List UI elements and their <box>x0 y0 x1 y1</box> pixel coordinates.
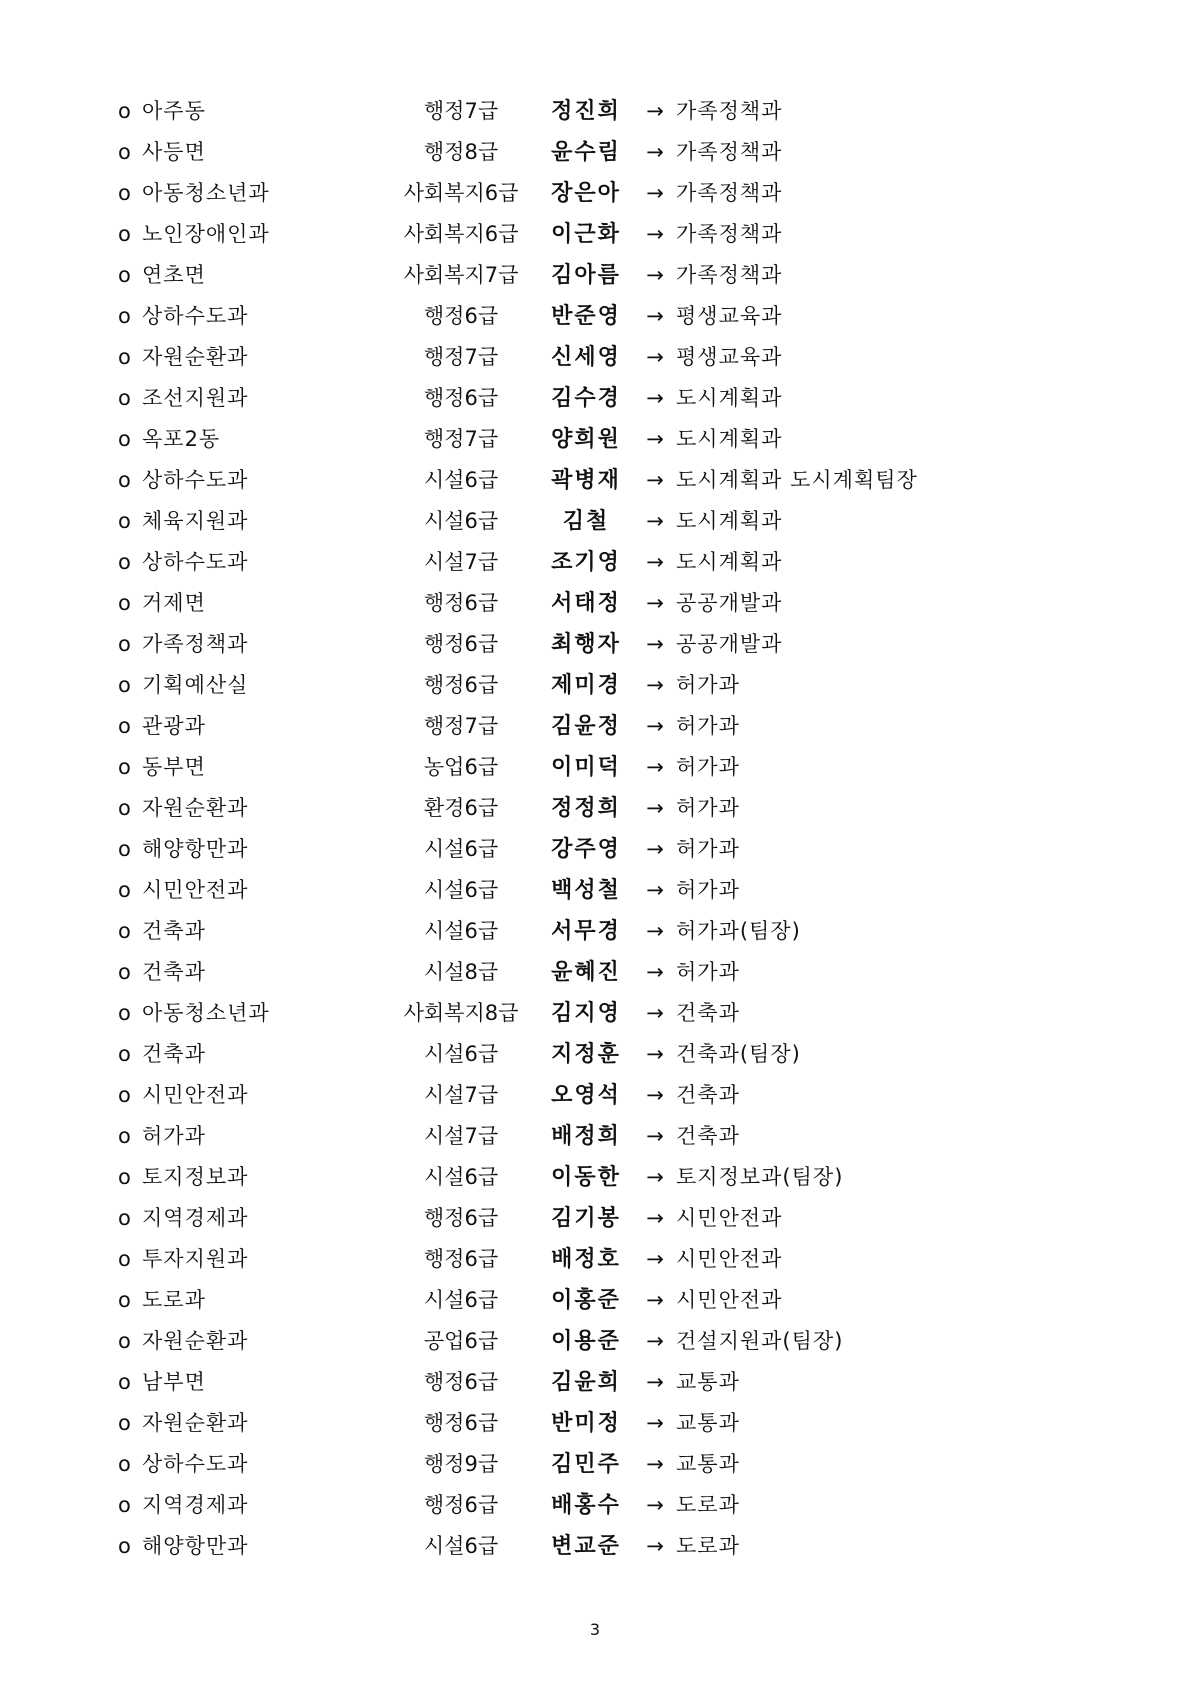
to-department: 건축과(팀장) <box>676 1042 801 1066</box>
bullet-marker: o <box>118 427 131 451</box>
from-department: 노인장애인과 <box>142 222 270 246</box>
to-department: 가족정책과 <box>676 222 783 246</box>
person-name: 지정훈 <box>551 1041 621 1067</box>
bullet-marker: o <box>118 960 131 984</box>
person-name: 신세영 <box>551 344 621 370</box>
person-name: 이미덕 <box>551 754 621 780</box>
to-department: 허가과 <box>676 673 740 697</box>
arrow-icon: → <box>646 1165 664 1189</box>
list-item <box>118 706 1078 747</box>
arrow-icon: → <box>646 919 664 943</box>
job-grade: 행정6급 <box>423 304 499 328</box>
arrow-icon: → <box>646 509 664 533</box>
to-department: 도로과 <box>676 1493 740 1517</box>
arrow-icon: → <box>646 714 664 738</box>
list-item <box>118 173 1078 214</box>
job-grade: 시설6급 <box>423 1165 499 1189</box>
bullet-marker: o <box>118 1534 131 1558</box>
job-grade: 공업6급 <box>423 1329 499 1353</box>
from-department: 자원순환과 <box>142 1329 249 1353</box>
job-grade: 시설6급 <box>423 878 499 902</box>
list-item <box>118 829 1078 870</box>
bullet-marker: o <box>118 714 131 738</box>
list-item <box>118 1198 1078 1239</box>
from-department: 연초면 <box>142 263 206 287</box>
bullet-marker: o <box>118 1001 131 1025</box>
arrow-icon: → <box>646 1001 664 1025</box>
bullet-marker: o <box>118 878 131 902</box>
person-name: 배정호 <box>551 1246 621 1272</box>
bullet-marker: o <box>118 345 131 369</box>
person-name: 반준영 <box>551 303 621 329</box>
arrow-icon: → <box>646 99 664 123</box>
person-name: 정정희 <box>551 795 621 821</box>
list-item <box>118 460 1078 501</box>
list-item <box>118 501 1078 542</box>
job-grade: 시설8급 <box>423 960 499 984</box>
person-name: 변교준 <box>551 1533 621 1559</box>
list-item <box>118 132 1078 173</box>
from-department: 해양항만과 <box>142 837 249 861</box>
job-grade: 시설6급 <box>423 1042 499 1066</box>
from-department: 도로과 <box>142 1288 206 1312</box>
person-name: 제미경 <box>551 672 621 698</box>
arrow-icon: → <box>646 591 664 615</box>
job-grade: 사회복지6급 <box>403 222 519 246</box>
list-item <box>118 624 1078 665</box>
arrow-icon: → <box>646 796 664 820</box>
arrow-icon: → <box>646 345 664 369</box>
bullet-marker: o <box>118 591 131 615</box>
bullet-marker: o <box>118 509 131 533</box>
job-grade: 시설6급 <box>423 1534 499 1558</box>
from-department: 지역경제과 <box>142 1206 249 1230</box>
job-grade: 시설6급 <box>423 837 499 861</box>
job-grade: 시설7급 <box>423 1083 499 1107</box>
to-department: 교통과 <box>676 1452 740 1476</box>
arrow-icon: → <box>646 468 664 492</box>
list-item <box>118 1362 1078 1403</box>
bullet-marker: o <box>118 1452 131 1476</box>
job-grade: 행정7급 <box>423 99 499 123</box>
to-department: 허가과 <box>676 837 740 861</box>
from-department: 가족정책과 <box>142 632 249 656</box>
arrow-icon: → <box>646 263 664 287</box>
bullet-marker: o <box>118 1083 131 1107</box>
job-grade: 행정6급 <box>423 673 499 697</box>
job-grade: 행정6급 <box>423 1411 499 1435</box>
list-item <box>118 542 1078 583</box>
to-department: 건축과 <box>676 1083 740 1107</box>
list-item <box>118 1239 1078 1280</box>
list-item <box>118 1075 1078 1116</box>
from-department: 건축과 <box>142 960 206 984</box>
from-department: 시민안전과 <box>142 1083 249 1107</box>
from-department: 옥포2동 <box>142 427 221 451</box>
arrow-icon: → <box>646 181 664 205</box>
from-department: 조선지원과 <box>142 386 249 410</box>
person-name: 이홍준 <box>551 1287 621 1313</box>
to-department: 허가과(팀장) <box>676 919 801 943</box>
to-department: 가족정책과 <box>676 263 783 287</box>
from-department: 체육지원과 <box>142 509 249 533</box>
from-department: 상하수도과 <box>142 550 249 574</box>
bullet-marker: o <box>118 99 131 123</box>
bullet-marker: o <box>118 673 131 697</box>
job-grade: 행정9급 <box>423 1452 499 1476</box>
list-item <box>118 296 1078 337</box>
person-name: 김윤희 <box>551 1369 621 1395</box>
person-name: 조기영 <box>551 549 621 575</box>
job-grade: 행정8급 <box>423 140 499 164</box>
to-department: 공공개발과 <box>676 632 783 656</box>
person-name: 양희원 <box>551 426 621 452</box>
to-department: 허가과 <box>676 960 740 984</box>
arrow-icon: → <box>646 632 664 656</box>
arrow-icon: → <box>646 1493 664 1517</box>
job-grade: 행정6급 <box>423 1247 499 1271</box>
list-item <box>118 214 1078 255</box>
list-item <box>118 788 1078 829</box>
bullet-marker: o <box>118 1288 131 1312</box>
person-name: 최행자 <box>551 631 621 657</box>
bullet-marker: o <box>118 263 131 287</box>
arrow-icon: → <box>646 1206 664 1230</box>
from-department: 동부면 <box>142 755 206 779</box>
from-department: 자원순환과 <box>142 1411 249 1435</box>
from-department: 토지정보과 <box>142 1165 249 1189</box>
to-department: 허가과 <box>676 755 740 779</box>
job-grade: 농업6급 <box>423 755 499 779</box>
list-item <box>118 1034 1078 1075</box>
person-name: 반미정 <box>551 1410 621 1436</box>
to-department: 평생교육과 <box>676 345 783 369</box>
to-department: 공공개발과 <box>676 591 783 615</box>
person-name: 백성철 <box>551 877 621 903</box>
job-grade: 사회복지6급 <box>403 181 519 205</box>
arrow-icon: → <box>646 673 664 697</box>
bullet-marker: o <box>118 1411 131 1435</box>
arrow-icon: → <box>646 1124 664 1148</box>
arrow-icon: → <box>646 1288 664 1312</box>
list-item <box>118 747 1078 788</box>
job-grade: 시설6급 <box>423 919 499 943</box>
arrow-icon: → <box>646 386 664 410</box>
job-grade: 행정6급 <box>423 1370 499 1394</box>
arrow-icon: → <box>646 1370 664 1394</box>
arrow-icon: → <box>646 1083 664 1107</box>
list-item <box>118 1116 1078 1157</box>
bullet-marker: o <box>118 919 131 943</box>
arrow-icon: → <box>646 755 664 779</box>
list-item <box>118 952 1078 993</box>
arrow-icon: → <box>646 1452 664 1476</box>
list-item <box>118 870 1078 911</box>
list-item <box>118 583 1078 624</box>
to-department: 가족정책과 <box>676 181 783 205</box>
job-grade: 시설7급 <box>423 550 499 574</box>
list-item <box>118 378 1078 419</box>
list-item <box>118 1157 1078 1198</box>
job-grade: 행정7급 <box>423 345 499 369</box>
from-department: 아동청소년과 <box>142 181 270 205</box>
person-name: 서무경 <box>551 918 621 944</box>
bullet-marker: o <box>118 222 131 246</box>
arrow-icon: → <box>646 1411 664 1435</box>
job-grade: 사회복지7급 <box>403 263 519 287</box>
bullet-marker: o <box>118 1165 131 1189</box>
bullet-marker: o <box>118 1493 131 1517</box>
list-item <box>118 1403 1078 1444</box>
from-department: 상하수도과 <box>142 468 249 492</box>
person-name: 김기봉 <box>551 1205 621 1231</box>
from-department: 건축과 <box>142 919 206 943</box>
bullet-marker: o <box>118 1329 131 1353</box>
job-grade: 시설6급 <box>423 468 499 492</box>
to-department: 교통과 <box>676 1411 740 1435</box>
from-department: 기획예산실 <box>142 673 249 697</box>
job-grade: 행정6급 <box>423 591 499 615</box>
job-grade: 행정6급 <box>423 386 499 410</box>
from-department: 해양항만과 <box>142 1534 249 1558</box>
arrow-icon: → <box>646 1247 664 1271</box>
bullet-marker: o <box>118 1370 131 1394</box>
to-department: 도시계획과 <box>676 386 783 410</box>
person-name: 이근화 <box>551 221 621 247</box>
arrow-icon: → <box>646 304 664 328</box>
to-department: 도시계획과 도시계획팀장 <box>676 468 918 492</box>
job-grade: 행정6급 <box>423 1206 499 1230</box>
from-department: 자원순환과 <box>142 796 249 820</box>
to-department: 가족정책과 <box>676 99 783 123</box>
job-grade: 행정6급 <box>423 632 499 656</box>
to-department: 허가과 <box>676 878 740 902</box>
to-department: 토지정보과(팀장) <box>676 1165 844 1189</box>
arrow-icon: → <box>646 550 664 574</box>
bullet-marker: o <box>118 1247 131 1271</box>
bullet-marker: o <box>118 468 131 492</box>
person-name: 김아름 <box>551 262 621 288</box>
arrow-icon: → <box>646 427 664 451</box>
bullet-marker: o <box>118 632 131 656</box>
bullet-marker: o <box>118 1206 131 1230</box>
from-department: 아동청소년과 <box>142 1001 270 1025</box>
from-department: 건축과 <box>142 1042 206 1066</box>
from-department: 아주동 <box>142 99 206 123</box>
person-name: 오영석 <box>551 1082 621 1108</box>
job-grade: 시설7급 <box>423 1124 499 1148</box>
to-department: 시민안전과 <box>676 1288 783 1312</box>
arrow-icon: → <box>646 1534 664 1558</box>
job-grade: 행정7급 <box>423 427 499 451</box>
from-department: 허가과 <box>142 1124 206 1148</box>
to-department: 허가과 <box>676 714 740 738</box>
person-name: 장은아 <box>551 180 621 206</box>
to-department: 허가과 <box>676 796 740 820</box>
person-name: 이동한 <box>551 1164 621 1190</box>
job-grade: 사회복지8급 <box>403 1001 519 1025</box>
list-item <box>118 419 1078 460</box>
arrow-icon: → <box>646 1042 664 1066</box>
to-department: 도시계획과 <box>676 550 783 574</box>
list-item <box>118 91 1078 132</box>
list-item <box>118 993 1078 1034</box>
person-name: 김민주 <box>551 1451 621 1477</box>
person-name: 김윤정 <box>551 713 621 739</box>
to-department: 교통과 <box>676 1370 740 1394</box>
bullet-marker: o <box>118 796 131 820</box>
bullet-marker: o <box>118 140 131 164</box>
from-department: 시민안전과 <box>142 878 249 902</box>
from-department: 상하수도과 <box>142 304 249 328</box>
list-item <box>118 1526 1078 1567</box>
person-name: 김수경 <box>551 385 621 411</box>
from-department: 남부면 <box>142 1370 206 1394</box>
arrow-icon: → <box>646 222 664 246</box>
to-department: 도시계획과 <box>676 427 783 451</box>
to-department: 가족정책과 <box>676 140 783 164</box>
bullet-marker: o <box>118 837 131 861</box>
to-department: 평생교육과 <box>676 304 783 328</box>
person-name: 김철 <box>562 508 610 534</box>
list-item <box>118 255 1078 296</box>
to-department: 건축과 <box>676 1124 740 1148</box>
list-item <box>118 1485 1078 1526</box>
arrow-icon: → <box>646 878 664 902</box>
from-department: 투자지원과 <box>142 1247 249 1271</box>
person-name: 곽병재 <box>551 467 621 493</box>
person-name: 윤혜진 <box>551 959 621 985</box>
job-grade: 환경6급 <box>423 796 499 820</box>
transfer-list <box>118 91 1078 1567</box>
person-name: 배홍수 <box>551 1492 621 1518</box>
from-department: 사등면 <box>142 140 206 164</box>
list-item <box>118 1321 1078 1362</box>
bullet-marker: o <box>118 386 131 410</box>
person-name: 윤수림 <box>551 139 621 165</box>
list-item <box>118 911 1078 952</box>
person-name: 서태정 <box>551 590 621 616</box>
bullet-marker: o <box>118 550 131 574</box>
from-department: 관광과 <box>142 714 206 738</box>
job-grade: 행정7급 <box>423 714 499 738</box>
to-department: 건설지원과(팀장) <box>676 1329 844 1353</box>
person-name: 김지영 <box>551 1000 621 1026</box>
from-department: 상하수도과 <box>142 1452 249 1476</box>
job-grade: 시설6급 <box>423 509 499 533</box>
to-department: 도로과 <box>676 1534 740 1558</box>
arrow-icon: → <box>646 1329 664 1353</box>
job-grade: 시설6급 <box>423 1288 499 1312</box>
person-name: 배정희 <box>551 1123 621 1149</box>
arrow-icon: → <box>646 837 664 861</box>
bullet-marker: o <box>118 1124 131 1148</box>
job-grade: 행정6급 <box>423 1493 499 1517</box>
list-item <box>118 1444 1078 1485</box>
person-name: 강주영 <box>551 836 621 862</box>
to-department: 시민안전과 <box>676 1206 783 1230</box>
list-item <box>118 337 1078 378</box>
bullet-marker: o <box>118 755 131 779</box>
person-name: 정진희 <box>551 98 621 124</box>
person-name: 이용준 <box>551 1328 621 1354</box>
from-department: 지역경제과 <box>142 1493 249 1517</box>
from-department: 거제면 <box>142 591 206 615</box>
to-department: 도시계획과 <box>676 509 783 533</box>
list-item <box>118 665 1078 706</box>
bullet-marker: o <box>118 304 131 328</box>
list-item <box>118 1280 1078 1321</box>
arrow-icon: → <box>646 140 664 164</box>
arrow-icon: → <box>646 960 664 984</box>
from-department: 자원순환과 <box>142 345 249 369</box>
bullet-marker: o <box>118 1042 131 1066</box>
page-number: 3 <box>589 1620 601 1639</box>
to-department: 건축과 <box>676 1001 740 1025</box>
bullet-marker: o <box>118 181 131 205</box>
to-department: 시민안전과 <box>676 1247 783 1271</box>
